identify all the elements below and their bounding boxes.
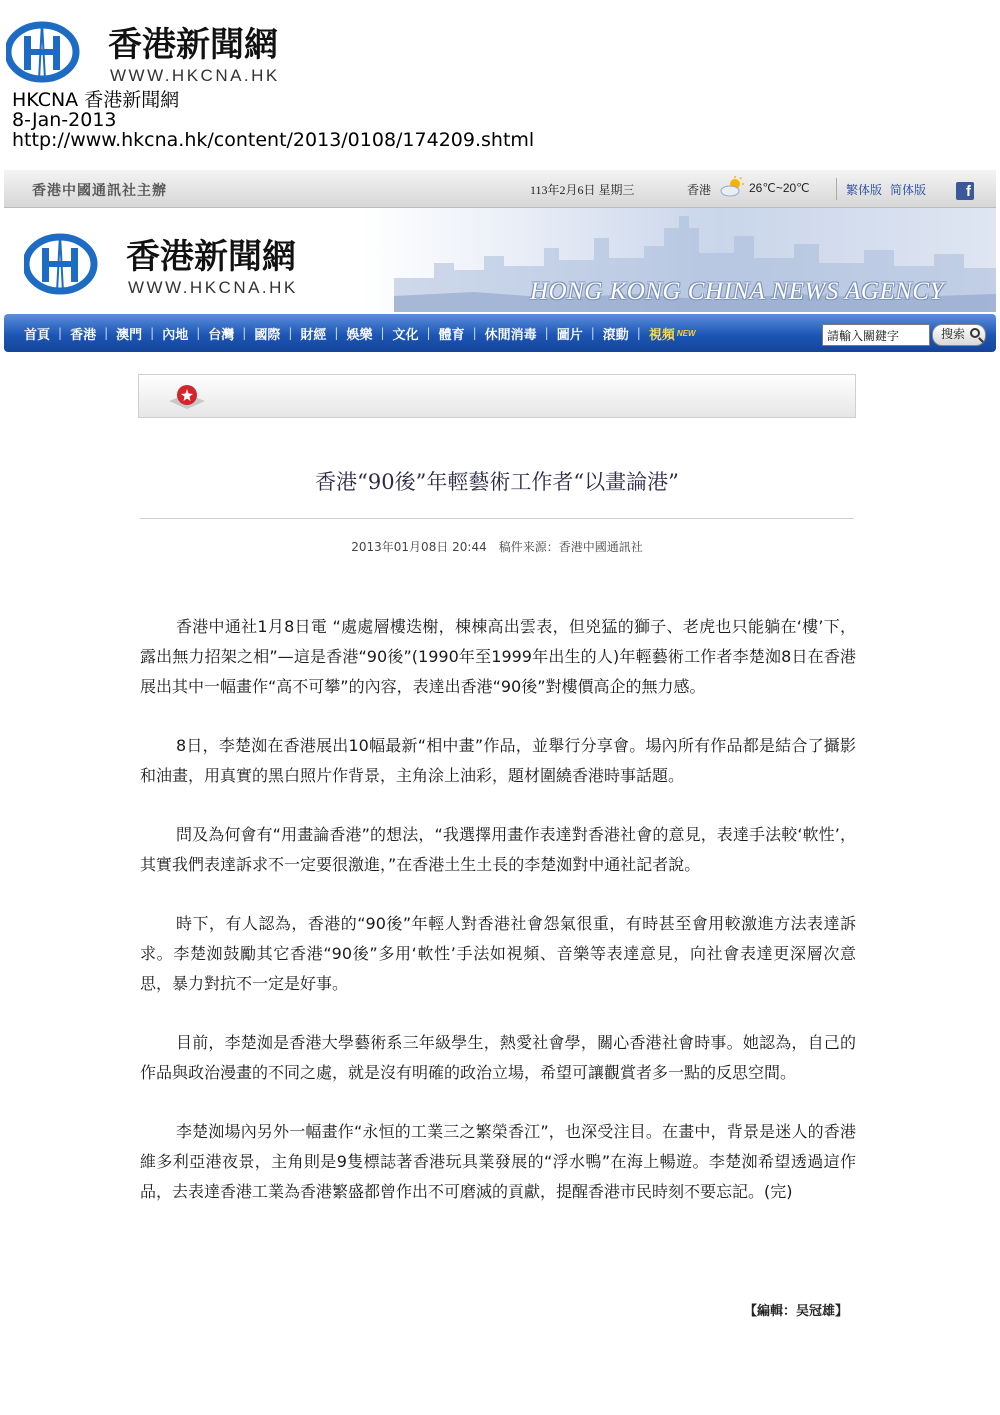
nav-divider: | xyxy=(104,326,109,340)
nav-divider: | xyxy=(636,326,641,340)
banner-logo-cn: 香港新聞網 xyxy=(126,237,296,277)
nav-divider: | xyxy=(380,326,385,340)
weather-city: 香港 xyxy=(687,183,712,197)
new-badge: NEW xyxy=(676,328,696,338)
clipping-date: 8-Jan-2013 xyxy=(12,109,117,131)
nav-item-photos[interactable]: 圖片 xyxy=(556,326,583,342)
article-paragraph: 8日，李楚洳在香港展出10幅最新“相中畫”作品，並舉行分享會。場內所有作品都是結合了攝影和油畫，用真實的黑白照片作背景，主角涂上油彩，題材圍繞香港時事話題。 xyxy=(140,736,856,785)
simplified-version-link[interactable]: 简体版 xyxy=(890,183,927,197)
nav-list xyxy=(24,314,696,352)
nav-item-entertainment[interactable]: 娛樂 xyxy=(346,326,373,342)
article-body xyxy=(140,612,856,1236)
hk-flag-icon xyxy=(167,383,207,411)
clipping-url: http://www.hkcna.hk/content/2013/0108/174209.shtml xyxy=(12,129,535,151)
clipping-logo-cn: 香港新聞網 xyxy=(108,25,278,65)
article-paragraph: 李楚洳場內另外一幅畫作“永恒的工業三之繁榮香江”，也深受注目。在畫中，背景是迷人的香港維多利亞港夜景，主角則是9隻標誌著香港玩具業發展的“浮水鴨”在海上暢遊。李楚洳希望透過這作品，去表達香港工業為香港繁盛都曾作出不可磨滅的貢獻，提醒香港市民時刻不要忘記。(完) xyxy=(140,1122,856,1201)
nav-divider: | xyxy=(242,326,247,340)
agency-name: HONG KONG CHINA NEWS AGENCY xyxy=(530,278,945,305)
nav-divider: | xyxy=(472,326,477,340)
hkcna-emblem-icon xyxy=(26,234,94,292)
nav-divider: | xyxy=(334,326,339,340)
search-button[interactable] xyxy=(932,324,986,346)
nav-item-hongkong[interactable]: 香港 xyxy=(70,326,97,342)
main-nav xyxy=(4,314,996,352)
nav-divider: | xyxy=(590,326,595,340)
cloud-sun-icon xyxy=(719,176,745,198)
title-divider xyxy=(140,518,854,519)
article-editor: 【編輯：吴冠雄】 xyxy=(743,1304,848,1319)
nav-item-culture[interactable]: 文化 xyxy=(392,326,419,342)
article-header-box xyxy=(138,374,856,418)
search-button-label: 搜索 xyxy=(941,327,966,341)
nav-divider: | xyxy=(544,326,549,340)
nav-divider: | xyxy=(426,326,431,340)
nav-divider: | xyxy=(288,326,293,340)
nav-item-finance[interactable]: 財經 xyxy=(300,326,327,342)
clipping-meta xyxy=(12,90,534,150)
nav-item-home[interactable]: 首頁 xyxy=(24,326,51,342)
traditional-version-link[interactable]: 繁体版 xyxy=(846,183,883,197)
article-byline: 2013年01月08日 20:44 稿件来源：香港中國通訊社 xyxy=(351,540,643,554)
current-date: 113年2月6日 星期三 xyxy=(530,183,635,197)
article-paragraph: 時下，有人認為，香港的“90後”年輕人對香港社會怨氣很重，有時甚至會用較激進方法表達訴求。李楚洳鼓勵其它香港“90後”多用‘軟性’手法如視頻、音樂等表達意見，向社會表達更深層次意思，暴力對抗不一定是好事。 xyxy=(140,914,856,993)
banner-logo-url: WWW.HKCNA.HK xyxy=(128,278,298,297)
nav-item-mainland[interactable]: 內地 xyxy=(162,326,189,342)
divider xyxy=(836,178,837,200)
nav-item-macau[interactable]: 澳門 xyxy=(116,326,143,342)
temperature: 26℃~20℃ xyxy=(749,181,810,195)
nav-item-sports[interactable]: 體育 xyxy=(438,326,465,342)
article-paragraph: 香港中通社1月8日電 “處處層樓迭榭，棟棟高出雲表，但兇猛的獅子、老虎也只能躺在‘樓’下，露出無力招架之相”—這是香港“90後”(1990年至1999年出生的人)年輕藝術工作者李楚洳8日在香港展出其中一幅畫作“高不可攀”的內容，表達出香港“90後”對樓價高企的無力感。 xyxy=(140,617,856,696)
search-input[interactable] xyxy=(822,324,930,346)
nav-item-leisure[interactable]: 休閒消毒 xyxy=(484,326,537,342)
hkcna-emblem-icon xyxy=(8,22,76,80)
utility-bar xyxy=(4,170,996,208)
nav-item-international[interactable]: 國際 xyxy=(254,326,281,342)
facebook-icon[interactable]: f xyxy=(956,182,974,200)
nav-item-video[interactable]: 視頻 xyxy=(648,326,675,342)
article-title: 香港“90後”年輕藝術工作者“以畫論港” xyxy=(315,470,679,494)
host-label: 香港中國通訊社主辦 xyxy=(32,182,167,198)
search-icon xyxy=(970,328,980,338)
nav-divider: | xyxy=(196,326,201,340)
nav-divider: | xyxy=(58,326,63,340)
article-paragraph: 問及為何會有“用畫論香港”的想法，“我選擇用畫作表達對香港社會的意見，表達手法較‘軟性’，其實我們表達訴求不一定要很激進，”在香港土生土長的李楚洳對中通社記者說。 xyxy=(140,825,856,874)
site-logo[interactable] xyxy=(24,230,354,300)
nav-item-rolling[interactable]: 滾動 xyxy=(602,326,629,342)
nav-item-taiwan[interactable]: 台灣 xyxy=(208,326,235,342)
clipping-source: HKCNA 香港新聞網 xyxy=(12,89,180,111)
clipping-logo-url: WWW.HKCNA.HK xyxy=(110,66,280,85)
nav-divider: | xyxy=(150,326,155,340)
article-paragraph: 目前，李楚洳是香港大學藝術系三年級學生，熱愛社會學，關心香港社會時事。她認為，自己的作品與政治漫畫的不同之處，就是沒有明確的政治立場，希望可讓觀賞者多一點的反思空間。 xyxy=(140,1033,856,1082)
site-banner xyxy=(4,208,996,312)
clipping-logo xyxy=(6,18,336,88)
